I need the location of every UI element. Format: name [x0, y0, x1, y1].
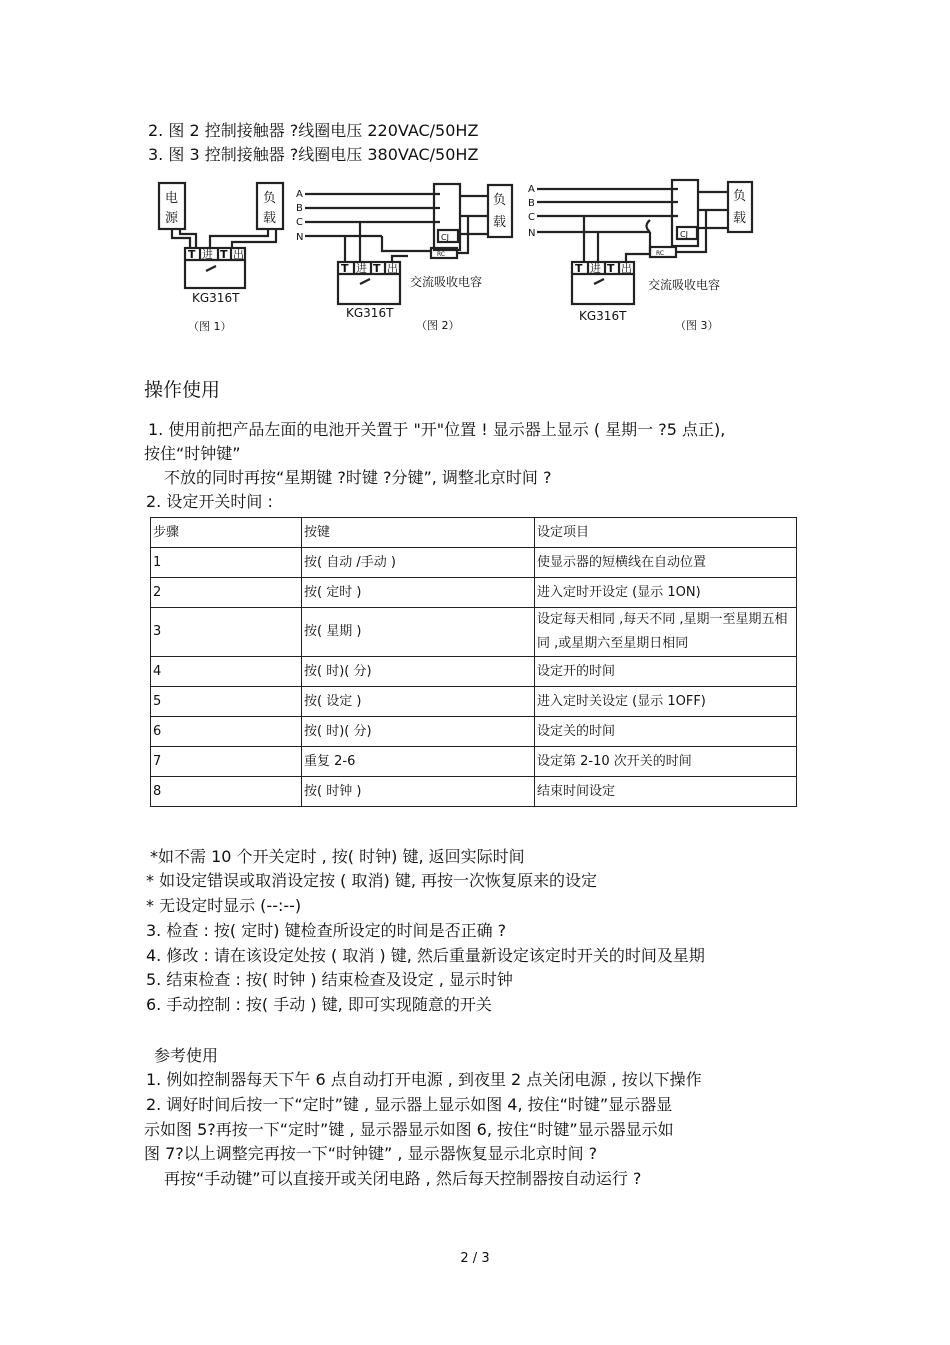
reference-line: 示如图 5?再按一下“定时”键 , 显示器显示如图 6, 按住“时键”显示器显示如: [144, 1120, 674, 1139]
reference-line: 再按“手动键”可以直接开或关闭电路 , 然后每天控制器按自动运行 ?: [164, 1169, 642, 1188]
fig3-term-t2: T: [607, 262, 615, 275]
fig3-phase-c: C: [528, 212, 535, 223]
table-row: [151, 687, 797, 717]
fig3-load-label-2: 载: [733, 211, 747, 226]
table-header-row: [151, 518, 797, 548]
reference-line: 图 7?以上调整完再按一下“时钟键” , 显示器恢复显示北京时间 ?: [144, 1144, 598, 1163]
fig2-term-t1: T: [341, 262, 349, 275]
table-header-cell: 设定项目: [535, 518, 797, 548]
intro-line-2: 3. 图 3 控制接触器 ?线圈电压 380VAC/50HZ: [148, 145, 479, 164]
fig2-model: KG316T: [346, 306, 394, 320]
table-row: [151, 657, 797, 687]
table-row: [151, 717, 797, 747]
wiring-diagrams-svg: [150, 176, 790, 344]
fig3-phase-n: N: [528, 228, 536, 239]
note-line: 3. 检查 : 按( 定时) 键检查所设定的时间是否正确 ?: [146, 921, 507, 940]
table-cell: 设定开的时间: [535, 657, 797, 687]
fig3-cj: CJ: [680, 230, 688, 239]
operation-para-4: 2. 设定开关时间 :: [146, 492, 273, 511]
fig2-caption: （图 2）: [416, 319, 460, 332]
fig1-term-t2: T: [220, 248, 228, 261]
table-row: [151, 777, 797, 807]
fig3-term-in: 进: [590, 262, 601, 275]
table-cell: 2: [151, 578, 302, 608]
table-cell: 按( 自动 /手动 ): [302, 548, 535, 578]
fig2-load-label-2: 载: [493, 215, 507, 230]
fig3-term-t1: T: [575, 262, 583, 275]
section-title-reference: 参考使用: [154, 1046, 219, 1065]
note-line: * 如设定错误或取消设定按 ( 取消) 键, 再按一次恢复原来的设定: [146, 871, 598, 890]
fig3-phase-b: B: [528, 198, 535, 209]
fig2-phase-b: B: [296, 203, 303, 214]
settings-table: [150, 517, 797, 807]
fig2-capacitor-label: 交流吸收电容: [410, 275, 483, 289]
fig1-power-label-1: 电: [165, 191, 179, 206]
table-row: [151, 608, 797, 657]
table-cell: 按( 设定 ): [302, 687, 535, 717]
table-cell: 按( 时)( 分): [302, 657, 535, 687]
fig1-term-t1: T: [188, 248, 196, 261]
page-number: 2 / 3: [460, 1251, 490, 1266]
fig2-term-t2: T: [373, 262, 381, 275]
fig2-rc: RC: [437, 251, 446, 258]
table-cell: 4: [151, 657, 302, 687]
fig3-phase-a: A: [528, 184, 535, 195]
fig1-term-in: 进: [202, 248, 213, 261]
table-cell: 7: [151, 747, 302, 777]
table-header-cell: 按键: [302, 518, 535, 548]
fig3-term-out: 出: [621, 262, 632, 275]
fig2-term-out: 出: [387, 262, 398, 275]
fig2-phase-c: C: [296, 217, 303, 228]
note-line: 4. 修改 : 请在该设定处按 ( 取消 ) 键, 然后重量新设定该定时开关的时间及星期: [146, 946, 705, 965]
table-cell: 重复 2-6: [302, 747, 535, 777]
table-cell: 结束时间设定: [535, 777, 797, 807]
note-line: *如不需 10 个开关定时 , 按( 时钟) 键, 返回实际时间: [150, 847, 525, 866]
table-cell: 按( 星期 ): [302, 608, 535, 657]
table-row: [151, 578, 797, 608]
table-cell: 进入定时关设定 (显示 1OFF): [535, 687, 797, 717]
table-cell: 5: [151, 687, 302, 717]
operation-para-2: 按住“时钟键”: [144, 444, 241, 463]
wiring-diagrams: [150, 176, 790, 344]
table-cell: 设定第 2-10 次开关的时间: [535, 747, 797, 777]
fig1-load-label-2: 载: [263, 211, 277, 226]
fig3-load-label-1: 负: [733, 189, 747, 204]
table-cell: 3: [151, 608, 302, 657]
operation-para-3: 不放的同时再按“星期键 ?时键 ?分键”, 调整北京时间 ?: [164, 468, 552, 487]
fig1-model: KG316T: [192, 291, 240, 305]
reference-line: 1. 例如控制器每天下午 6 点自动打开电源 , 到夜里 2 点关闭电源 , 按以下操作: [146, 1070, 702, 1089]
table-cell: 1: [151, 548, 302, 578]
fig2-phase-a: A: [296, 189, 303, 200]
table-cell: 使显示器的短横线在自动位置: [535, 548, 797, 578]
operation-para-1: 1. 使用前把产品左面的电池开关置于 "开"位置 ! 显示器上显示 ( 星期一 ?5 点正),: [148, 420, 726, 439]
table-cell: 6: [151, 717, 302, 747]
note-line: 6. 手动控制 : 按( 手动 ) 键, 即可实现随意的开关: [146, 995, 492, 1014]
fig3-model: KG316T: [579, 309, 627, 323]
intro-line-1: 2. 图 2 控制接触器 ?线圈电压 220VAC/50HZ: [148, 121, 479, 140]
note-line: * 无设定时显示 (--:--): [146, 896, 302, 915]
fig1-caption: （图 1）: [188, 320, 232, 333]
table-cell: 按( 时)( 分): [302, 717, 535, 747]
table-cell: 设定每天相同 ,每天不同 ,星期一至星期五相同 ,或星期六至星期日相同: [535, 608, 797, 657]
table-cell: 按( 时钟 ): [302, 777, 535, 807]
note-line: 5. 结束检查 : 按( 时钟 ) 结束检查及设定 , 显示时钟: [146, 970, 513, 989]
fig2-phase-n: N: [296, 232, 304, 243]
fig1-term-out: 出: [233, 248, 244, 261]
reference-line: 2. 调好时间后按一下“定时”键 , 显示器上显示如图 4, 按住“时键”显示器显: [146, 1095, 673, 1114]
fig1-load-label-1: 负: [263, 191, 277, 206]
fig3-rc: RC: [656, 250, 665, 257]
table-row: [151, 747, 797, 777]
fig2-cj: CJ: [441, 233, 449, 242]
table-cell: 按( 定时 ): [302, 578, 535, 608]
table-cell: 进入定时开设定 (显示 1ON): [535, 578, 797, 608]
table-cell: 8: [151, 777, 302, 807]
fig3-capacitor-label: 交流吸收电容: [648, 278, 721, 292]
table-cell: 设定关的时间: [535, 717, 797, 747]
fig2-term-in: 进: [356, 262, 367, 275]
fig1-power-label-2: 源: [165, 211, 179, 226]
fig2-load-label-1: 负: [493, 193, 507, 208]
section-title-operation: 操作使用: [144, 379, 221, 401]
table-header-cell: 步骤: [151, 518, 302, 548]
table-row: [151, 548, 797, 578]
fig3-caption: （图 3）: [675, 319, 719, 332]
